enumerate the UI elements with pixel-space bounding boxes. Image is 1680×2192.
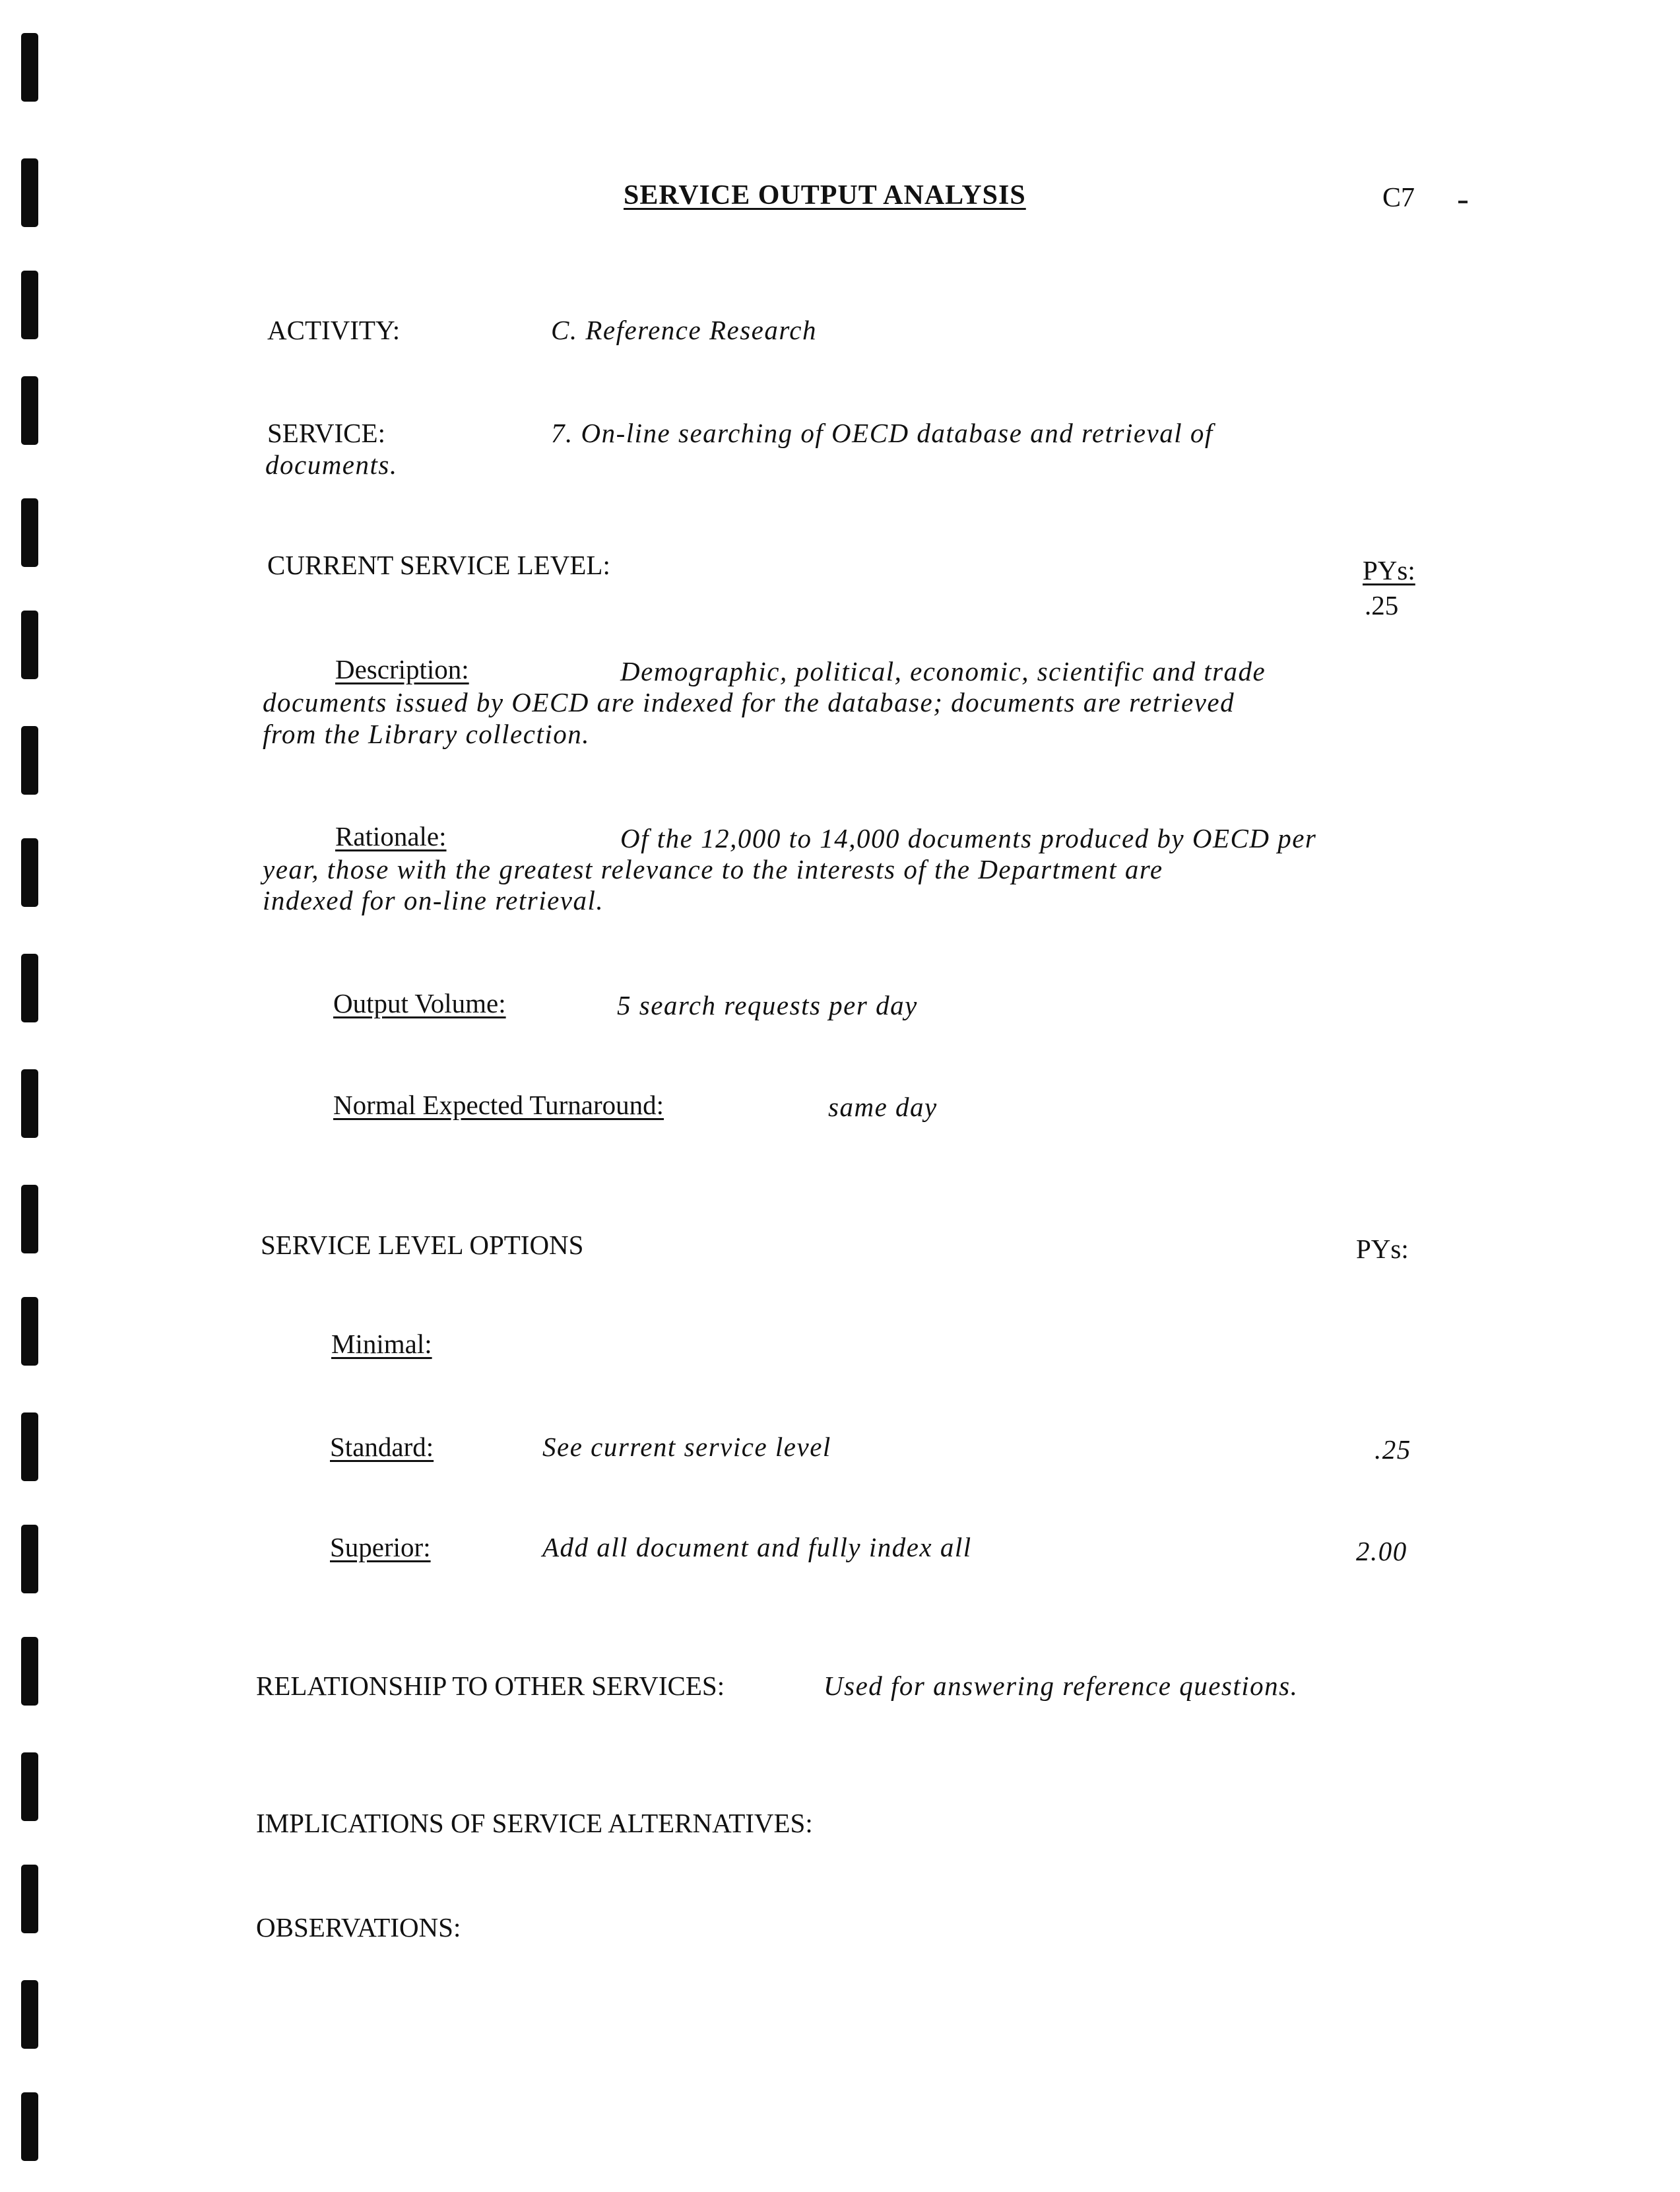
description-line2: documents issued by OECD are indexed for the database; documents are retrieved xyxy=(263,687,1235,717)
rationale-line1: Of the 12,000 to 14,000 documents produced by OECD per xyxy=(620,823,1317,853)
header-dash xyxy=(1458,201,1468,203)
relationship-value: Used for answering reference questions. xyxy=(824,1671,1299,1701)
rationale-label: Rationale: xyxy=(335,821,447,851)
description-line1: Demographic, political, economic, scientific and trade xyxy=(620,656,1266,686)
binding-hole xyxy=(21,838,38,907)
activity-value: C. Reference Research xyxy=(551,315,817,345)
service-value-line1: 7. On-line searching of OECD database and retrieval of xyxy=(551,418,1213,448)
standard-pys: .25 xyxy=(1374,1434,1411,1465)
description-line3: from the Library collection. xyxy=(263,719,590,749)
page-title: SERVICE OUTPUT ANALYSIS xyxy=(624,180,1026,211)
rationale-line3: indexed for on-line retrieval. xyxy=(263,885,604,915)
current-pys-value: .25 xyxy=(1365,590,1399,620)
binding-hole xyxy=(21,498,38,567)
binding-hole xyxy=(21,376,38,445)
superior-value: Add all document and fully index all xyxy=(542,1532,972,1562)
service-level-options-label: SERVICE LEVEL OPTIONS xyxy=(261,1230,584,1260)
description-label: Description: xyxy=(335,654,469,684)
binding-hole xyxy=(21,1412,38,1481)
turnaround-value: same day xyxy=(828,1092,938,1122)
binding-hole xyxy=(21,1637,38,1706)
binding-holes xyxy=(0,0,53,2192)
binding-hole xyxy=(21,726,38,795)
standard-label: Standard: xyxy=(330,1432,434,1462)
binding-hole xyxy=(21,1525,38,1593)
implications-label: IMPLICATIONS OF SERVICE ALTERNATIVES: xyxy=(256,1808,813,1838)
observations-label: OBSERVATIONS: xyxy=(256,1912,461,1943)
page-code: C7 xyxy=(1382,183,1415,213)
binding-hole xyxy=(21,271,38,339)
binding-hole xyxy=(21,1980,38,2049)
current-pys-label: PYs: xyxy=(1363,555,1415,585)
turnaround-label: Normal Expected Turnaround: xyxy=(333,1090,664,1120)
binding-hole xyxy=(21,1069,38,1138)
binding-hole xyxy=(21,1185,38,1253)
service-label: SERVICE: xyxy=(267,418,385,448)
output-volume-value: 5 search requests per day xyxy=(617,990,918,1020)
binding-hole xyxy=(21,1865,38,1933)
binding-hole xyxy=(21,2092,38,2161)
binding-hole xyxy=(21,1752,38,1821)
binding-hole xyxy=(21,954,38,1022)
standard-value: See current service level xyxy=(542,1432,831,1462)
binding-hole xyxy=(21,1297,38,1366)
current-service-level-label: CURRENT SERVICE LEVEL: xyxy=(267,550,610,580)
minimal-label: Minimal: xyxy=(331,1329,432,1359)
rationale-line2: year, those with the greatest relevance to the interests of the Department are xyxy=(263,854,1163,884)
binding-hole xyxy=(21,611,38,679)
service-value-line2: documents. xyxy=(265,449,398,480)
output-volume-label: Output Volume: xyxy=(333,988,506,1018)
superior-pys: 2.00 xyxy=(1356,1536,1407,1566)
superior-label: Superior: xyxy=(330,1532,431,1562)
relationship-label: RELATIONSHIP TO OTHER SERVICES: xyxy=(256,1671,725,1701)
binding-hole xyxy=(21,33,38,102)
options-pys-label: PYs: xyxy=(1356,1234,1409,1264)
binding-hole xyxy=(21,158,38,227)
activity-label: ACTIVITY: xyxy=(267,315,401,345)
